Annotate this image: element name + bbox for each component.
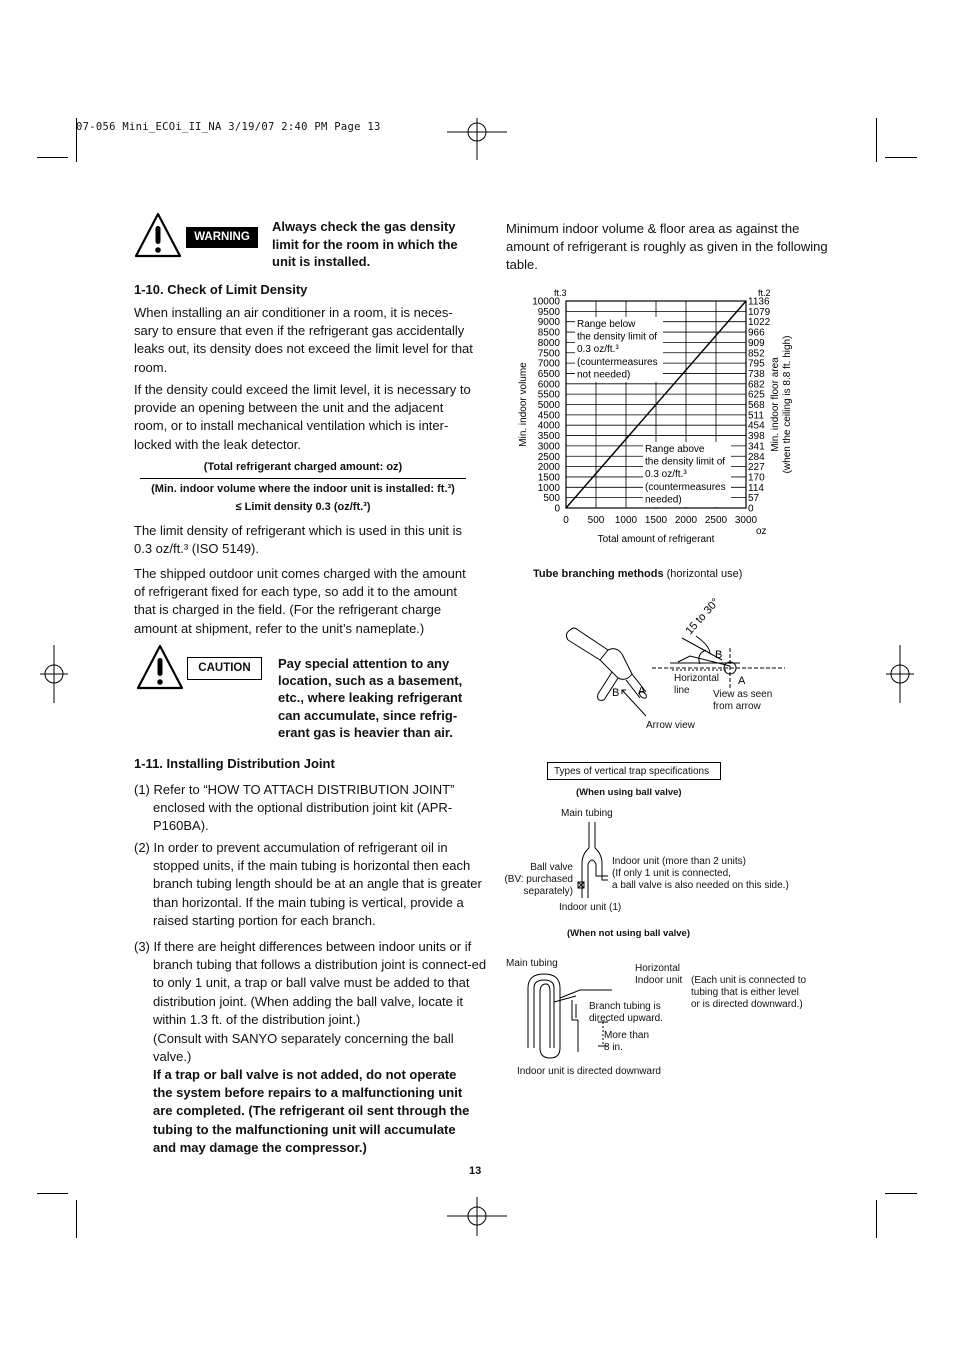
- y-tick-right: 114: [748, 482, 764, 494]
- indoor-downward-label: Indoor unit is directed downward: [517, 1066, 661, 1077]
- warning-triangle-icon: [134, 212, 182, 258]
- y-tick-right: 511: [748, 410, 764, 422]
- paragraph: The limit density of refrigerant which is used in this unit is 0.3 oz/ft.³ (ISO 5149).: [134, 523, 463, 557]
- formula-divider: [140, 478, 466, 479]
- horizontal-line-label: Horizontal line: [674, 673, 720, 696]
- annotation-above-limit-line: 0.3 oz/ft.³: [645, 469, 687, 481]
- y-tick-left: 10000: [532, 296, 560, 308]
- y-tick-right: 568: [748, 400, 765, 411]
- each-unit-line: tubing that is either level: [691, 987, 799, 998]
- y-tick-right: 1022: [748, 317, 771, 329]
- section-1-10-heading: 1-10. Check of Limit Density: [134, 282, 308, 297]
- annotation-below-limit-line: Range below: [577, 319, 636, 330]
- y-tick-right: 795: [748, 358, 765, 370]
- y-tick-left: 9500: [537, 306, 560, 318]
- branch-upward-line: Branch tubing is: [589, 1001, 661, 1012]
- print-slug: 07-056 Mini_ECOi_II_NA 3/19/07 2:40 PM Page 13: [76, 121, 381, 133]
- y-tick-left: 8500: [537, 327, 560, 339]
- section-1-11-heading: 1-11. Installing Distribution Joint: [134, 756, 335, 771]
- ball-valve-line: (BV: purchased: [504, 874, 573, 885]
- y-axis-label-right: Min. indoor floor area: [770, 357, 781, 452]
- indoor-more-line: a ball valve is also needed on this side.): [612, 880, 789, 891]
- angle-label: 15 to 30°: [683, 596, 722, 638]
- warning-label: WARNING: [186, 227, 258, 248]
- formula-limit: ≤ Limit density 0.3 (oz/ft.³): [235, 501, 371, 513]
- warning-text: Always check the gas density limit for the room in which the unit is installed.: [272, 219, 458, 269]
- ball-valve-line: Ball valve: [530, 862, 573, 873]
- label-a-right: A: [738, 675, 746, 687]
- y-tick-left: 9000: [537, 317, 560, 329]
- tube-branching-diagram: [560, 588, 800, 738]
- y-tick-left: 2500: [537, 451, 560, 463]
- y-axis-label-left: Min. indoor volume: [518, 362, 529, 447]
- formula-denominator: (Min. indoor volume where the indoor unit is installed: ft.³): [151, 483, 455, 495]
- list-item: (2) In order to prevent accumulation of refrigerant oil in stopped units, if the main tubing is horizontal then each branch tubing length should be at an angle that is greater than horizontal. If the main tubing is vertical, provide a raised starting portion for each branch.: [134, 840, 482, 928]
- tube-branching-title: [533, 568, 742, 580]
- y-tick-right: 284: [748, 451, 765, 463]
- more-than-label: [604, 1030, 664, 1054]
- y-tick-right: 966: [748, 327, 765, 339]
- caution-label: CAUTION: [187, 657, 262, 680]
- y-tick-left: 500: [543, 493, 560, 505]
- caution-text: Pay special attention to any location, such as a basement, etc., where leaking refrigerant can accumulate, since refrig-erant gas is heavier than air.: [278, 656, 463, 740]
- vertical-trap-box-title: Types of vertical trap specifications: [547, 762, 721, 780]
- x-tick: 2500: [704, 515, 728, 526]
- arrow-view-label: Arrow view: [646, 720, 695, 731]
- formula-numerator: (Total refrigerant charged amount: oz): [203, 461, 403, 473]
- x-tick: 1500: [644, 515, 668, 526]
- y-tick-left: 0: [554, 503, 560, 515]
- y-tick-left: 7000: [537, 358, 560, 370]
- indoor-more-line: Indoor unit (more than 2 units): [612, 856, 746, 867]
- annotation-above-limit-line: the density limit of: [645, 456, 726, 468]
- y-tick-right: 682: [748, 379, 765, 391]
- y-tick-right: 454: [748, 420, 765, 432]
- label-b-left: B: [612, 687, 620, 699]
- page-number: 13: [469, 1165, 482, 1177]
- each-unit-line: or is directed downward.): [691, 999, 803, 1010]
- x-axis-label: Total amount of refrigerant: [597, 534, 715, 545]
- view-as-seen-label: View as seen from arrow: [713, 689, 773, 712]
- y-tick-right: 1079: [748, 306, 771, 318]
- annotation-below-limit-line: the density limit of: [577, 331, 658, 343]
- paragraph: The shipped outdoor unit comes charged with the amount of refrigerant fixed for each type, so add it to the amount that is charged in the field. (For the refrigerant charge amount at shipment, refer to the unit’s nameplate.): [134, 566, 466, 636]
- annotation-above-limit-line: (countermeasures: [645, 481, 726, 493]
- left-unit-label: ft.3: [554, 288, 567, 298]
- tube-branching-title-rest: (horizontal use): [663, 568, 743, 580]
- tube-branching-title-bold: Tube branching methods: [533, 568, 664, 580]
- annotation-below-limit-line: 0.3 oz/ft.³: [577, 344, 619, 356]
- y-tick-right: 170: [748, 472, 765, 484]
- y-tick-right: 227: [748, 462, 765, 474]
- annotation-below-limit-line: (countermeasures: [577, 356, 658, 368]
- list-item-warning: If a trap or ball valve is not added, do not operate the system before repairs to a malfunctioning unit are completed. (The refrigerant oil sent through the tubing to the malfunctioning unit will accumulate and may damage the compressor.): [153, 1067, 470, 1155]
- paragraph: When installing an air conditioner in a room, it is neces-sary to ensure that even if the refrigerant gas accidentally leaks out, its density does not exceed the limit level for that room.: [134, 305, 473, 375]
- with-ball-valve-title: (When using ball valve): [576, 787, 682, 798]
- main-tubing-label-2: Main tubing: [506, 958, 558, 969]
- branch-upward-line: directed upward.: [589, 1013, 663, 1024]
- y-tick-left: 5500: [537, 389, 560, 401]
- y-tick-left: 4500: [537, 410, 560, 422]
- label-b-right: B: [715, 649, 723, 661]
- y-tick-right: 0: [748, 503, 754, 515]
- y-tick-right: 1136: [748, 296, 770, 308]
- y-tick-right: 341: [748, 441, 765, 453]
- y-axis-label-right-note: (when the ceiling is 8.8 ft. high): [782, 335, 793, 474]
- y-tick-left: 6500: [537, 368, 560, 380]
- y-tick-left: 4000: [537, 420, 560, 432]
- x-tick: 2000: [674, 515, 698, 526]
- y-tick-left: 1500: [537, 472, 560, 484]
- y-tick-left: 7500: [537, 348, 560, 360]
- each-unit-note: [691, 975, 821, 1011]
- y-tick-right: 738: [748, 368, 765, 380]
- y-tick-right: 398: [748, 431, 765, 443]
- caution-triangle-icon: [136, 644, 184, 690]
- y-tick-right: 57: [748, 493, 760, 505]
- y-tick-right: 909: [748, 337, 765, 349]
- indoor-more-line: (If only 1 unit is connected,: [612, 868, 731, 879]
- chart-intro: Minimum indoor volume & floor area as against the amount of refrigerant is roughly as given in the following table.: [506, 221, 828, 273]
- density-chart: [500, 278, 820, 550]
- y-tick-left: 5000: [537, 400, 560, 411]
- more-than-line: 8 in.: [604, 1042, 623, 1053]
- y-tick-left: 1000: [537, 482, 560, 494]
- indoor-more-label: [612, 856, 802, 892]
- x-tick: 500: [587, 515, 605, 526]
- right-unit-label: ft.2: [758, 288, 771, 298]
- y-tick-right: 852: [748, 348, 765, 360]
- each-unit-line: (Each unit is connected to: [691, 975, 807, 986]
- ball-valve-label: [500, 862, 573, 898]
- y-tick-left: 6000: [537, 379, 560, 391]
- horizontal-indoor-line: Indoor unit: [635, 975, 683, 986]
- main-tubing-label: Main tubing: [561, 808, 613, 819]
- y-tick-left: 3500: [537, 431, 560, 443]
- horizontal-indoor-label: [635, 963, 695, 987]
- paragraph: If the density could exceed the limit level, it is necessary to provide an opening between the unit and the adjacent room, or to install mechanical ventilation which is inter-locked with the leak detector.: [134, 382, 471, 452]
- x-tick: 0: [563, 515, 569, 526]
- y-tick-left: 2000: [537, 462, 560, 474]
- x-unit-label: oz: [756, 526, 767, 537]
- x-tick: 1000: [614, 515, 638, 526]
- y-tick-right: 625: [748, 389, 765, 401]
- indoor-unit-1-label: Indoor unit (1): [559, 902, 622, 913]
- list-item-note: (Consult with SANYO separately concerning the ball valve.): [153, 1031, 454, 1065]
- list-item: (1) Refer to “HOW TO ATTACH DISTRIBUTION JOINT” enclosed with the optional distribution joint kit (APR-P160BA).: [134, 782, 455, 834]
- annotation-above-limit-line: Range above: [645, 444, 705, 455]
- horizontal-indoor-line: Horizontal: [635, 963, 681, 974]
- without-ball-valve-title: (When not using ball valve): [567, 928, 690, 939]
- ball-valve-line: separately): [523, 886, 573, 897]
- branch-upward-label: [589, 1001, 669, 1025]
- more-than-line: More than: [604, 1030, 650, 1041]
- annotation-above-limit-line: needed): [645, 494, 682, 506]
- y-tick-left: 3000: [537, 441, 560, 453]
- x-tick: 3000: [734, 515, 758, 526]
- label-a-left: A: [638, 685, 646, 697]
- y-tick-left: 8000: [537, 337, 560, 349]
- annotation-below-limit-line: not needed): [577, 369, 631, 381]
- list-item: (3) If there are height differences between indoor units or if branch tubing that follows a distribution joint is connect-ed to only 1 unit, a trap or ball valve must be added to that distribution joint. (When adding the ball valve, locate it within 1.3 ft. of the distribution joint.): [134, 939, 487, 1027]
